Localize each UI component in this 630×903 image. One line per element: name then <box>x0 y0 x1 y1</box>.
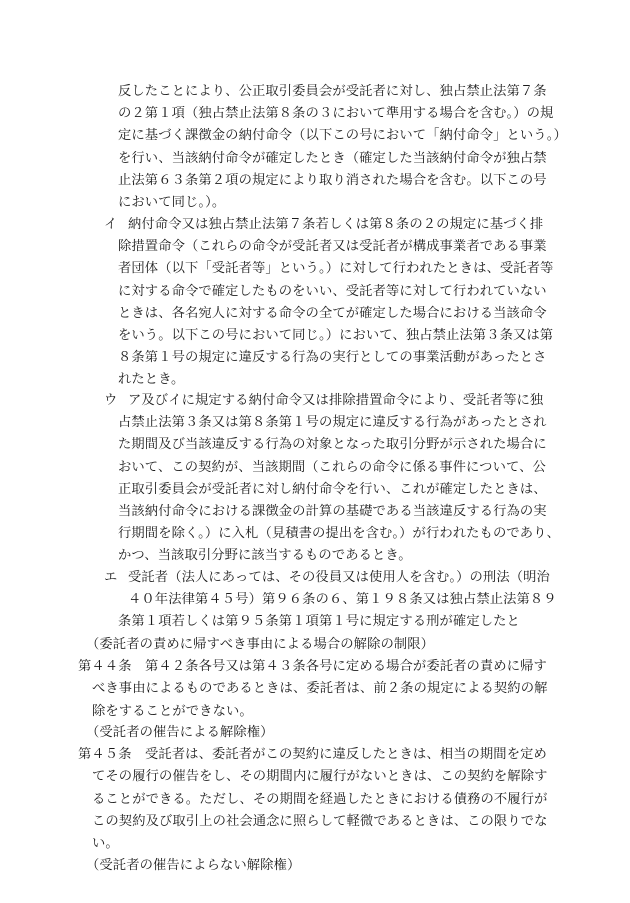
text-line: 条第１項若しくは第９５条第１項第１号に規定する刑が確定したと <box>118 614 520 630</box>
text-line: 第４４条 第４２条各号又は第４３条各号に定める場合が委託者の責めに帰す <box>78 659 547 675</box>
article-46 <box>78 855 300 877</box>
text-line: を行い、当該納付命令が確定したとき（確定した当該納付命令が独占禁 <box>118 150 547 166</box>
article-45 <box>78 722 548 855</box>
item-marker: エ <box>104 570 118 585</box>
article-heading: （委託者の責めに帰すべき事由による場合の解除の制限） <box>86 637 435 652</box>
text-line: 占禁止法第３条又は第８条第１号の規定に違反する行為があったとされ <box>118 415 547 431</box>
item-i <box>118 214 553 392</box>
text-line: い。 <box>92 836 119 852</box>
text-line: てその履行の催告をし、その期間内に履行がないときは、この契約を解除す <box>92 769 548 785</box>
text-line: において同じ。）。 <box>118 195 226 211</box>
text-line: 当該納付命令における課徴金の計算の基礎である当該違反する行為の実 <box>118 504 547 520</box>
text-line: 除をすることができない。 <box>92 703 253 719</box>
item-a-continuation <box>118 81 567 214</box>
text-line: ときは、各名宛人に対する命令の全てが確定した場合における当該命令 <box>118 305 547 321</box>
text-line: の２第１項（独占禁止法第８条の３において準用する場合を含む。）の規 <box>118 106 554 122</box>
text-line: 第４５条 受託者は、委託者がこの契約に違反したときは、相当の期間を定め <box>78 747 547 763</box>
text-line: ることができる。ただし、その期間を経過したときにおける債務の不履行が <box>92 791 548 807</box>
text-line: をいう。以下この号において同じ。）において、独占禁止法第３条又は第 <box>118 328 554 344</box>
text-line: かつ、当該取引分野に該当するものであるとき。 <box>118 548 412 564</box>
text-line: 定に基づく課徴金の納付命令（以下この号において「納付命令」という。） <box>118 128 567 144</box>
text-line: ４０年法律第４５号）第９６条の６、第１９８条又は独占禁止法第８９ <box>128 592 557 608</box>
text-line: おいて、この契約が、当該期間（これらの命令に係る事件について、公 <box>118 459 546 475</box>
item-u-marker <box>104 390 117 412</box>
text-line: 受託者（法人にあっては、その役員又は使用人を含む。）の刑法（明治 <box>128 570 550 585</box>
article-heading: （受託者の催告による解除権） <box>86 725 274 740</box>
text-line: れたとき。 <box>118 372 185 388</box>
text-line: べき事由によるものであるときは、委託者は、前２条の規定による契約の解 <box>92 681 548 697</box>
article-heading: （受託者の催告によらない解除権） <box>86 858 301 873</box>
text-line: に対する命令で確定したものをいい、受託者等に対して行われていない <box>118 283 547 299</box>
item-marker: イ <box>104 217 118 232</box>
text-line: 正取引委員会が受託者に対し納付命令を行い、これが確定したときは、 <box>118 481 547 497</box>
item-marker: ウ <box>104 393 118 408</box>
text-line: ８条第１号の規定に違反する行為の実行としての事業活動があったとさ <box>118 350 547 366</box>
item-i-marker <box>104 214 117 236</box>
item-e-marker <box>104 567 117 589</box>
item-e <box>118 567 557 634</box>
text-line: ア及びイに規定する納付命令又は排除措置命令により、受託者等に独 <box>128 393 544 408</box>
article-44 <box>78 634 548 723</box>
text-line: た期間及び当該違反する行為の対象となった取引分野が示された場合に <box>118 437 547 453</box>
text-line: 行期間を除く。）に入札（見積書の提出を含む。）が行われたものであり、 <box>118 526 560 542</box>
text-line: 止法第６３条第２項の規定により取り消された場合を含む。以下この号 <box>118 172 547 188</box>
text-line: 除措置命令（これらの命令が受託者又は受託者が構成事業者である事業 <box>118 239 547 255</box>
item-u <box>118 390 560 568</box>
text-line: 反したことにより、公正取引委員会が受託者に対し、独占禁止法第７条 <box>118 84 547 99</box>
text-line: 納付命令又は独占禁止法第７条若しくは第８条の２の規定に基づく排 <box>128 217 544 232</box>
text-line: この契約及び取引上の社会通念に照らして軽微であるときは、この限りでな <box>92 813 548 829</box>
text-line: 者団体（以下「受託者等」という。）に対して行われたときは、受託者等 <box>118 261 554 277</box>
